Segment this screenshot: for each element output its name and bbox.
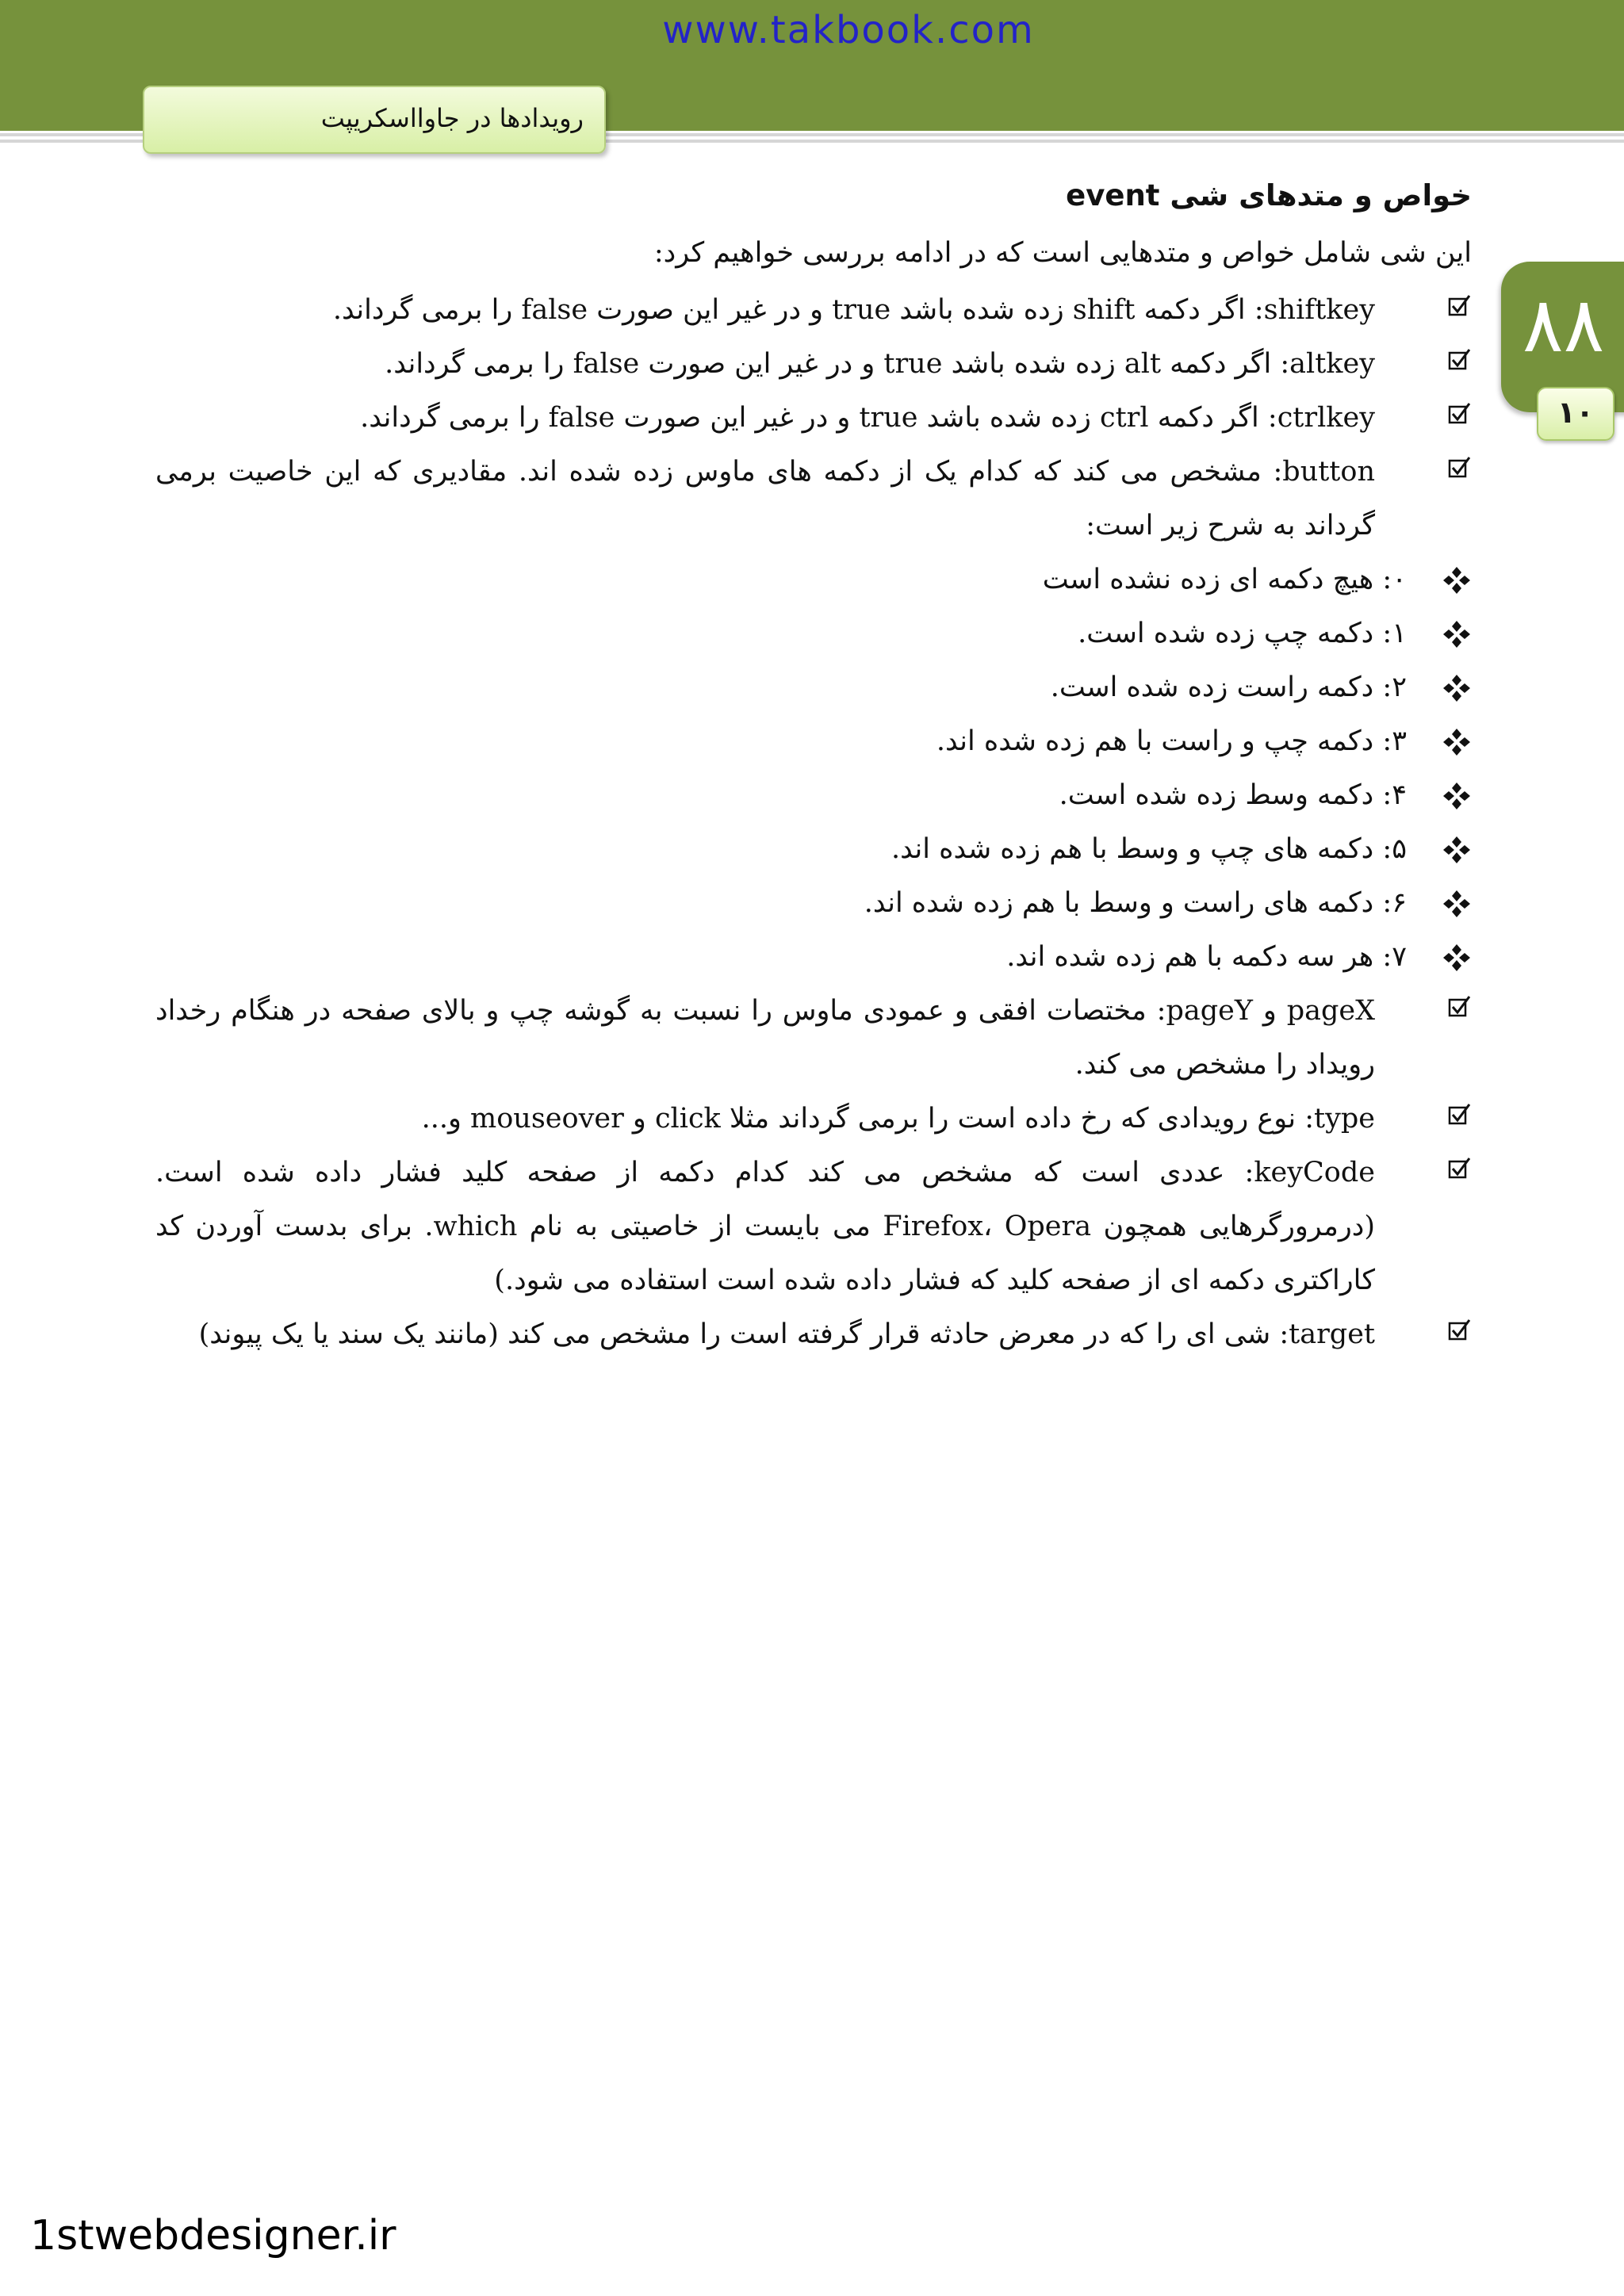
- property-desc: : اگر دکمه alt زده شده باشد true و در غیر این صورت false را برمی گرداند.: [385, 348, 1290, 380]
- list-item-text: ۷: هر سه دکمه با هم زده شده اند.: [1006, 941, 1407, 973]
- footer-site-url[interactable]: 1stwebdesigner.ir: [30, 2212, 396, 2260]
- list-item-text: ۶: دکمه های راست و وسط با هم زده شده اند.: [864, 887, 1407, 919]
- property-desc: : اگر دکمه ctrl زده شده باشد true و در غیر این صورت false را برمی گرداند.: [360, 402, 1277, 434]
- property-term: type: [1314, 1103, 1375, 1135]
- list-item: [155, 660, 1472, 714]
- list-item-text: ۰: هیچ دکمه ای زده نشده است: [1042, 564, 1407, 595]
- list-item: [155, 337, 1472, 391]
- diamond-bullet-icon: [1442, 943, 1472, 973]
- diamond-bullet-icon: [1442, 889, 1472, 919]
- property-term: shiftkey: [1263, 294, 1375, 326]
- main-content: [155, 178, 1472, 1361]
- property-term: pageX و pageY: [1166, 995, 1375, 1027]
- chapter-title-tab: رویدادها در جاوااسکریپت: [143, 86, 606, 154]
- property-list-continued: [155, 984, 1472, 1361]
- diamond-bullet-icon: [1442, 673, 1472, 703]
- list-item: [155, 714, 1472, 768]
- list-item: [155, 283, 1472, 337]
- diamond-bullet-icon: [1442, 565, 1472, 595]
- section-title: خواص و متدهای شی event: [1066, 178, 1472, 212]
- checkbox-checked-icon: [1448, 456, 1472, 480]
- property-desc: : نوع رویدادی که رخ داده است را برمی گرداند مثلا click و mouseover و...: [421, 1103, 1315, 1135]
- property-term: ctrlkey: [1277, 402, 1375, 434]
- list-item: [155, 445, 1472, 553]
- property-term: keyCode: [1254, 1157, 1375, 1188]
- checkbox-checked-icon: [1448, 1103, 1472, 1127]
- list-item: [155, 1146, 1472, 1307]
- property-desc: : شی ای را که در معرض حادثه قرار گرفته است را مشخص می کند (مانند یک سند یا یک پیوند): [198, 1318, 1289, 1350]
- checkbox-checked-icon: [1448, 294, 1472, 318]
- diamond-bullet-icon: [1442, 781, 1472, 811]
- chapter-number: ۱۰: [1537, 387, 1614, 441]
- checkbox-checked-icon: [1448, 1318, 1472, 1342]
- property-desc: : مختصات افقی و عمودی ماوس را نسبت به گوشه چپ و بالای صفحه در هنگام رخداد رویداد را مشخص می کند.: [155, 995, 1375, 1081]
- list-item: [155, 822, 1472, 876]
- property-desc: : مشخص می کند که کدام یک از دکمه های ماوس زده شده اند. مقادیری که این خاصیت برمی گرداند به شرح زیر است:: [155, 456, 1375, 541]
- list-item: [155, 553, 1472, 607]
- checkbox-checked-icon: [1448, 402, 1472, 426]
- list-item: [155, 1307, 1472, 1361]
- property-term: altkey: [1289, 348, 1375, 380]
- list-item-text: ۵: دکمه های چپ و وسط با هم زده شده اند.: [891, 833, 1407, 865]
- list-item: [155, 984, 1472, 1092]
- list-item: [155, 876, 1472, 930]
- site-url[interactable]: www.takbook.com: [662, 8, 1035, 52]
- checkbox-checked-icon: [1448, 1157, 1472, 1181]
- property-term: button: [1282, 456, 1375, 488]
- list-item: [155, 930, 1472, 984]
- property-term: target: [1289, 1318, 1375, 1350]
- list-item: [155, 1092, 1472, 1146]
- diamond-bullet-icon: [1442, 835, 1472, 865]
- list-item-text: ۱: دکمه چپ زده شده است.: [1078, 618, 1407, 649]
- diamond-bullet-icon: [1442, 619, 1472, 649]
- property-desc: : عددی است که مشخص می کند کدام دکمه از صفحه کلید فشار داده شده است. (درمرورگرهایی همچون Firefox، Opera می بایست از خاصیتی به نام which. برای بدست آوردن کد کاراکتری دکمه ای از صفحه کلید که فشار داده شده است استفاده می شود.): [155, 1157, 1375, 1296]
- property-desc: : اگر دکمه shift زده شده باشد true و در غیر این صورت false را برمی گرداند.: [332, 294, 1264, 326]
- diamond-bullet-icon: [1442, 727, 1472, 757]
- property-list: [155, 283, 1472, 553]
- checkbox-checked-icon: [1448, 348, 1472, 372]
- section-intro: این شی شامل خواص و متدهایی است که در ادامه بررسی خواهیم کرد:: [653, 237, 1472, 269]
- list-item: [155, 391, 1472, 445]
- checkbox-checked-icon: [1448, 995, 1472, 1019]
- list-item: [155, 607, 1472, 660]
- list-item-text: ۳: دکمه چپ و راست با هم زده شده اند.: [936, 725, 1407, 757]
- list-item: [155, 768, 1472, 822]
- button-values-list: [155, 553, 1472, 984]
- page-number: ۸۸: [1522, 281, 1605, 369]
- list-item-text: ۲: دکمه راست زده شده است.: [1050, 672, 1407, 703]
- list-item-text: ۴: دکمه وسط زده شده است.: [1059, 779, 1407, 811]
